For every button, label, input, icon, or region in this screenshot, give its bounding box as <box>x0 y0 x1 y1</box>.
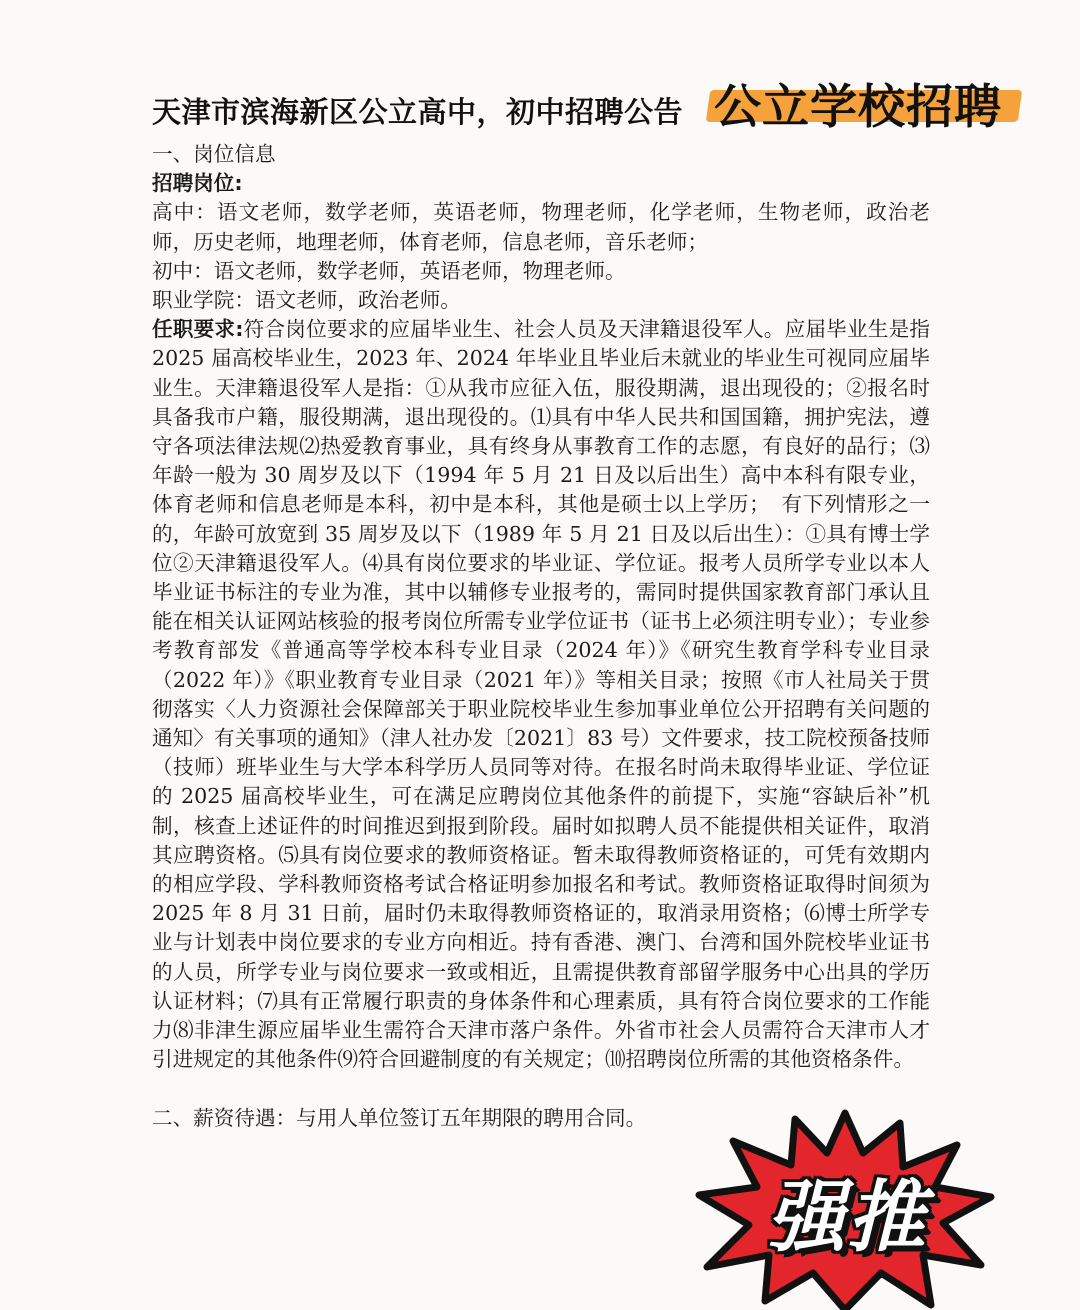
recommend-sticker <box>695 1105 995 1310</box>
page-title: 天津市滨海新区公立高中，初中招聘公告 <box>152 95 684 129</box>
vocational-positions: 职业学院：语文老师，政治老师。 <box>152 288 461 313</box>
positions-label: 招聘岗位: <box>152 171 243 196</box>
recruitment-badge <box>708 70 1020 135</box>
requirements-text: 符合岗位要求的应届毕业生、社会人员及天津籍退役军人。应届毕业生是指 2025 届高校毕业生，2023 年、2024 年毕业且毕业后未就业的毕业生可视同应届毕业生。天津籍退役军人是指：①从我市应征入伍，服役期满，退出现役的；②报名时具备我市户籍，服役期满，退出现役的。⑴具有中华人民共和国国籍，拥护宪法，遵守各项法律法规⑵热爱教育事业，具有终身从事教育工作的志愿，有良好的品行；⑶年龄一般为 30 周岁及以下（1994 年 5 月 21 日及以后出生）高中本科有限专业，体育老师和信息老师是本科，初中是本科，其他是硕士以上学历； 有下列情形之一的，年龄可放宽到 35 周岁及以下（1989 年 5 月 21 日及以后出生）：①具有博士学位②天津籍退役军人。⑷具有岗位要求的毕业证、学位证。报考人员所学专业以本人毕业证书标注的专业为准，其中以辅修专业报考的，需同时提供国家教育部门承认且能在相关认证网站核验的报考岗位所需专业学位证书（证书上必须注明专业）；专业参考教育部发《普通高等学校本科专业目录（2024 年）》《研究生教育学科专业目录（2022 年）》《职业教育专业目录（2021 年）》等相关目录；按照《市人社局关于贯彻落实〈人力资源社会保障部关于职业院校毕业生参加事业单位公开招聘有关问题的通知〉有关事项的通知》（津人社办发〔2021〕83 号）文件要求，技工院校预备技师（技师）班毕业生与大学本科学历人员同等对待。在报名时尚未取得毕业证、学位证的 2025 届高校毕业生，可在满足应聘岗位其他条件的前提下，实施“容缺后补”机制，核查上述证件的时间推迟到报到阶段。届时如拟聘人员不能提供相关证件，取消其应聘资格。⑸具有岗位要求的教师资格证。暂未取得教师资格证的，可凭有效期内的相应学段、学科教师资格考试合格证明参加报名和考试。教师资格证取得时间须为 2025 年 8 月 31 日前，届时仍未取得教师资格证的，取消录用资格；⑹博士所学专业与计划表中岗位要求的专业方向相近。持有香港、澳门、台湾和国外院校毕业证书的人员，所学专业与岗位要求一致或相近，且需提供教育部留学服务中心出具的学历认证材料；⑺具有正常履行职责的身体条件和心理素质，具有符合岗位要求的工作能力⑻非津生源应届毕业生需符合天津市落户条件。外省市社会人员需符合天津市人才引进规定的其他条件⑼符合回避制度的有关规定；⑽招聘岗位所需的其他资格条件。 <box>152 317 930 1072</box>
section-gap <box>152 1075 930 1104</box>
sticker-text: 强推 <box>766 1173 927 1263</box>
section-1-heading: 一、岗位信息 <box>152 142 276 166</box>
section-2-salary: 二、薪资待遇：与用人单位签订五年期限的聘用合同。 <box>152 1105 647 1130</box>
badge-text: 公立学校招聘 <box>714 80 1002 135</box>
high-school-positions: 高中：语文老师，数学老师，英语老师，物理老师，化学老师，生物老师，政治老师，历史老师，地理老师，体育老师，信息老师，音乐老师； <box>152 200 930 254</box>
middle-school-positions: 初中：语文老师，数学老师，英语老师，物理老师。 <box>152 258 626 283</box>
requirements-paragraph <box>152 315 930 1074</box>
requirements-label: 任职要求: <box>152 317 244 342</box>
announcement-body <box>152 140 930 1133</box>
